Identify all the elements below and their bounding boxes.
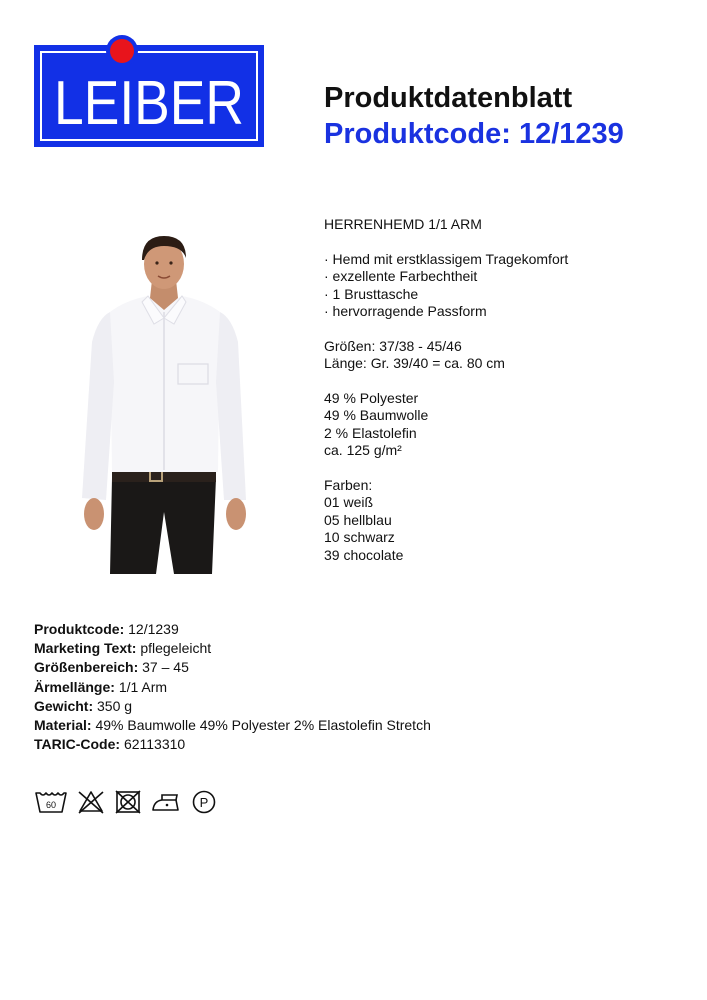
spacer: [324, 460, 694, 477]
wash-60-icon: [34, 789, 68, 820]
spec-value: 1/1 Arm: [118, 678, 168, 695]
spec-value: pflegeleicht: [140, 640, 212, 657]
spec-key: Gewicht:: [34, 697, 94, 714]
spec-row: [34, 716, 674, 735]
spec-list: [34, 620, 674, 754]
color-item: 01 weiß: [324, 494, 374, 511]
feature-item: · hervorragende Passform: [324, 303, 487, 320]
color-item: 10 schwarz: [324, 529, 395, 546]
spec-value: 37 – 45: [142, 659, 189, 676]
iron-icon: [150, 789, 182, 820]
feature-item: · Hemd mit erstklassigem Tragekomfort: [324, 250, 569, 267]
color-item: 05 hellblau: [324, 511, 392, 528]
color-item: 39 chocolate: [324, 546, 404, 563]
spacer: [324, 233, 694, 250]
spec-row: [34, 620, 674, 639]
sizes-text: Größen: 37/38 - 45/46: [324, 337, 462, 354]
page-title: Produktdatenblatt: [324, 82, 573, 114]
spec-value: 12/1239: [128, 621, 179, 637]
product-code-title: Produktcode: 12/1239: [324, 118, 624, 150]
brand-logo: [34, 34, 264, 147]
feature-item: · exzellente Farbechtheit: [324, 268, 478, 285]
wash-temp: 60: [45, 799, 57, 810]
spec-row: [34, 697, 674, 716]
product-photo: [78, 232, 250, 574]
fabric-weight: ca. 125 g/m²: [324, 442, 402, 459]
spacer: [324, 373, 694, 390]
spec-key: Produktcode:: [34, 621, 125, 637]
spec-key: TARIC-Code:: [34, 736, 121, 753]
spec-key: Größenbereich:: [34, 659, 139, 676]
spec-row: [34, 678, 674, 697]
no-tumble-dry-icon: [114, 789, 142, 820]
spec-key: Material:: [34, 717, 92, 734]
spec-row: [34, 658, 674, 677]
professional-clean-icon: [190, 789, 218, 820]
spec-row: [34, 735, 674, 754]
length-text: Länge: Gr. 39/40 = ca. 80 cm: [324, 355, 505, 372]
spec-key: Ärmellänge:: [34, 678, 115, 695]
product-name: HERRENHEMD 1/1 ARM: [324, 216, 482, 232]
spec-value: 350 g: [97, 697, 133, 714]
product-description: [324, 216, 694, 564]
spec-row: [34, 639, 674, 658]
spec-key: Marketing Text:: [34, 640, 137, 657]
composition-item: 49 % Polyester: [324, 390, 419, 407]
composition-item: 49 % Baumwolle: [324, 407, 429, 424]
care-symbols: [34, 789, 218, 819]
spec-value: 62113310: [123, 736, 186, 753]
colors-label: Farben:: [324, 477, 373, 494]
feature-item: · 1 Brusttasche: [324, 285, 419, 302]
no-bleach-icon: [76, 789, 106, 820]
spec-value: 49% Baumwolle 49% Polyester 2% Elastolefin Stretch: [95, 717, 431, 734]
logo-text: LEIBER: [54, 69, 244, 138]
spacer: [324, 320, 694, 337]
composition-item: 2 % Elastolefin: [324, 424, 417, 441]
professional-clean-letter: P: [199, 794, 209, 810]
